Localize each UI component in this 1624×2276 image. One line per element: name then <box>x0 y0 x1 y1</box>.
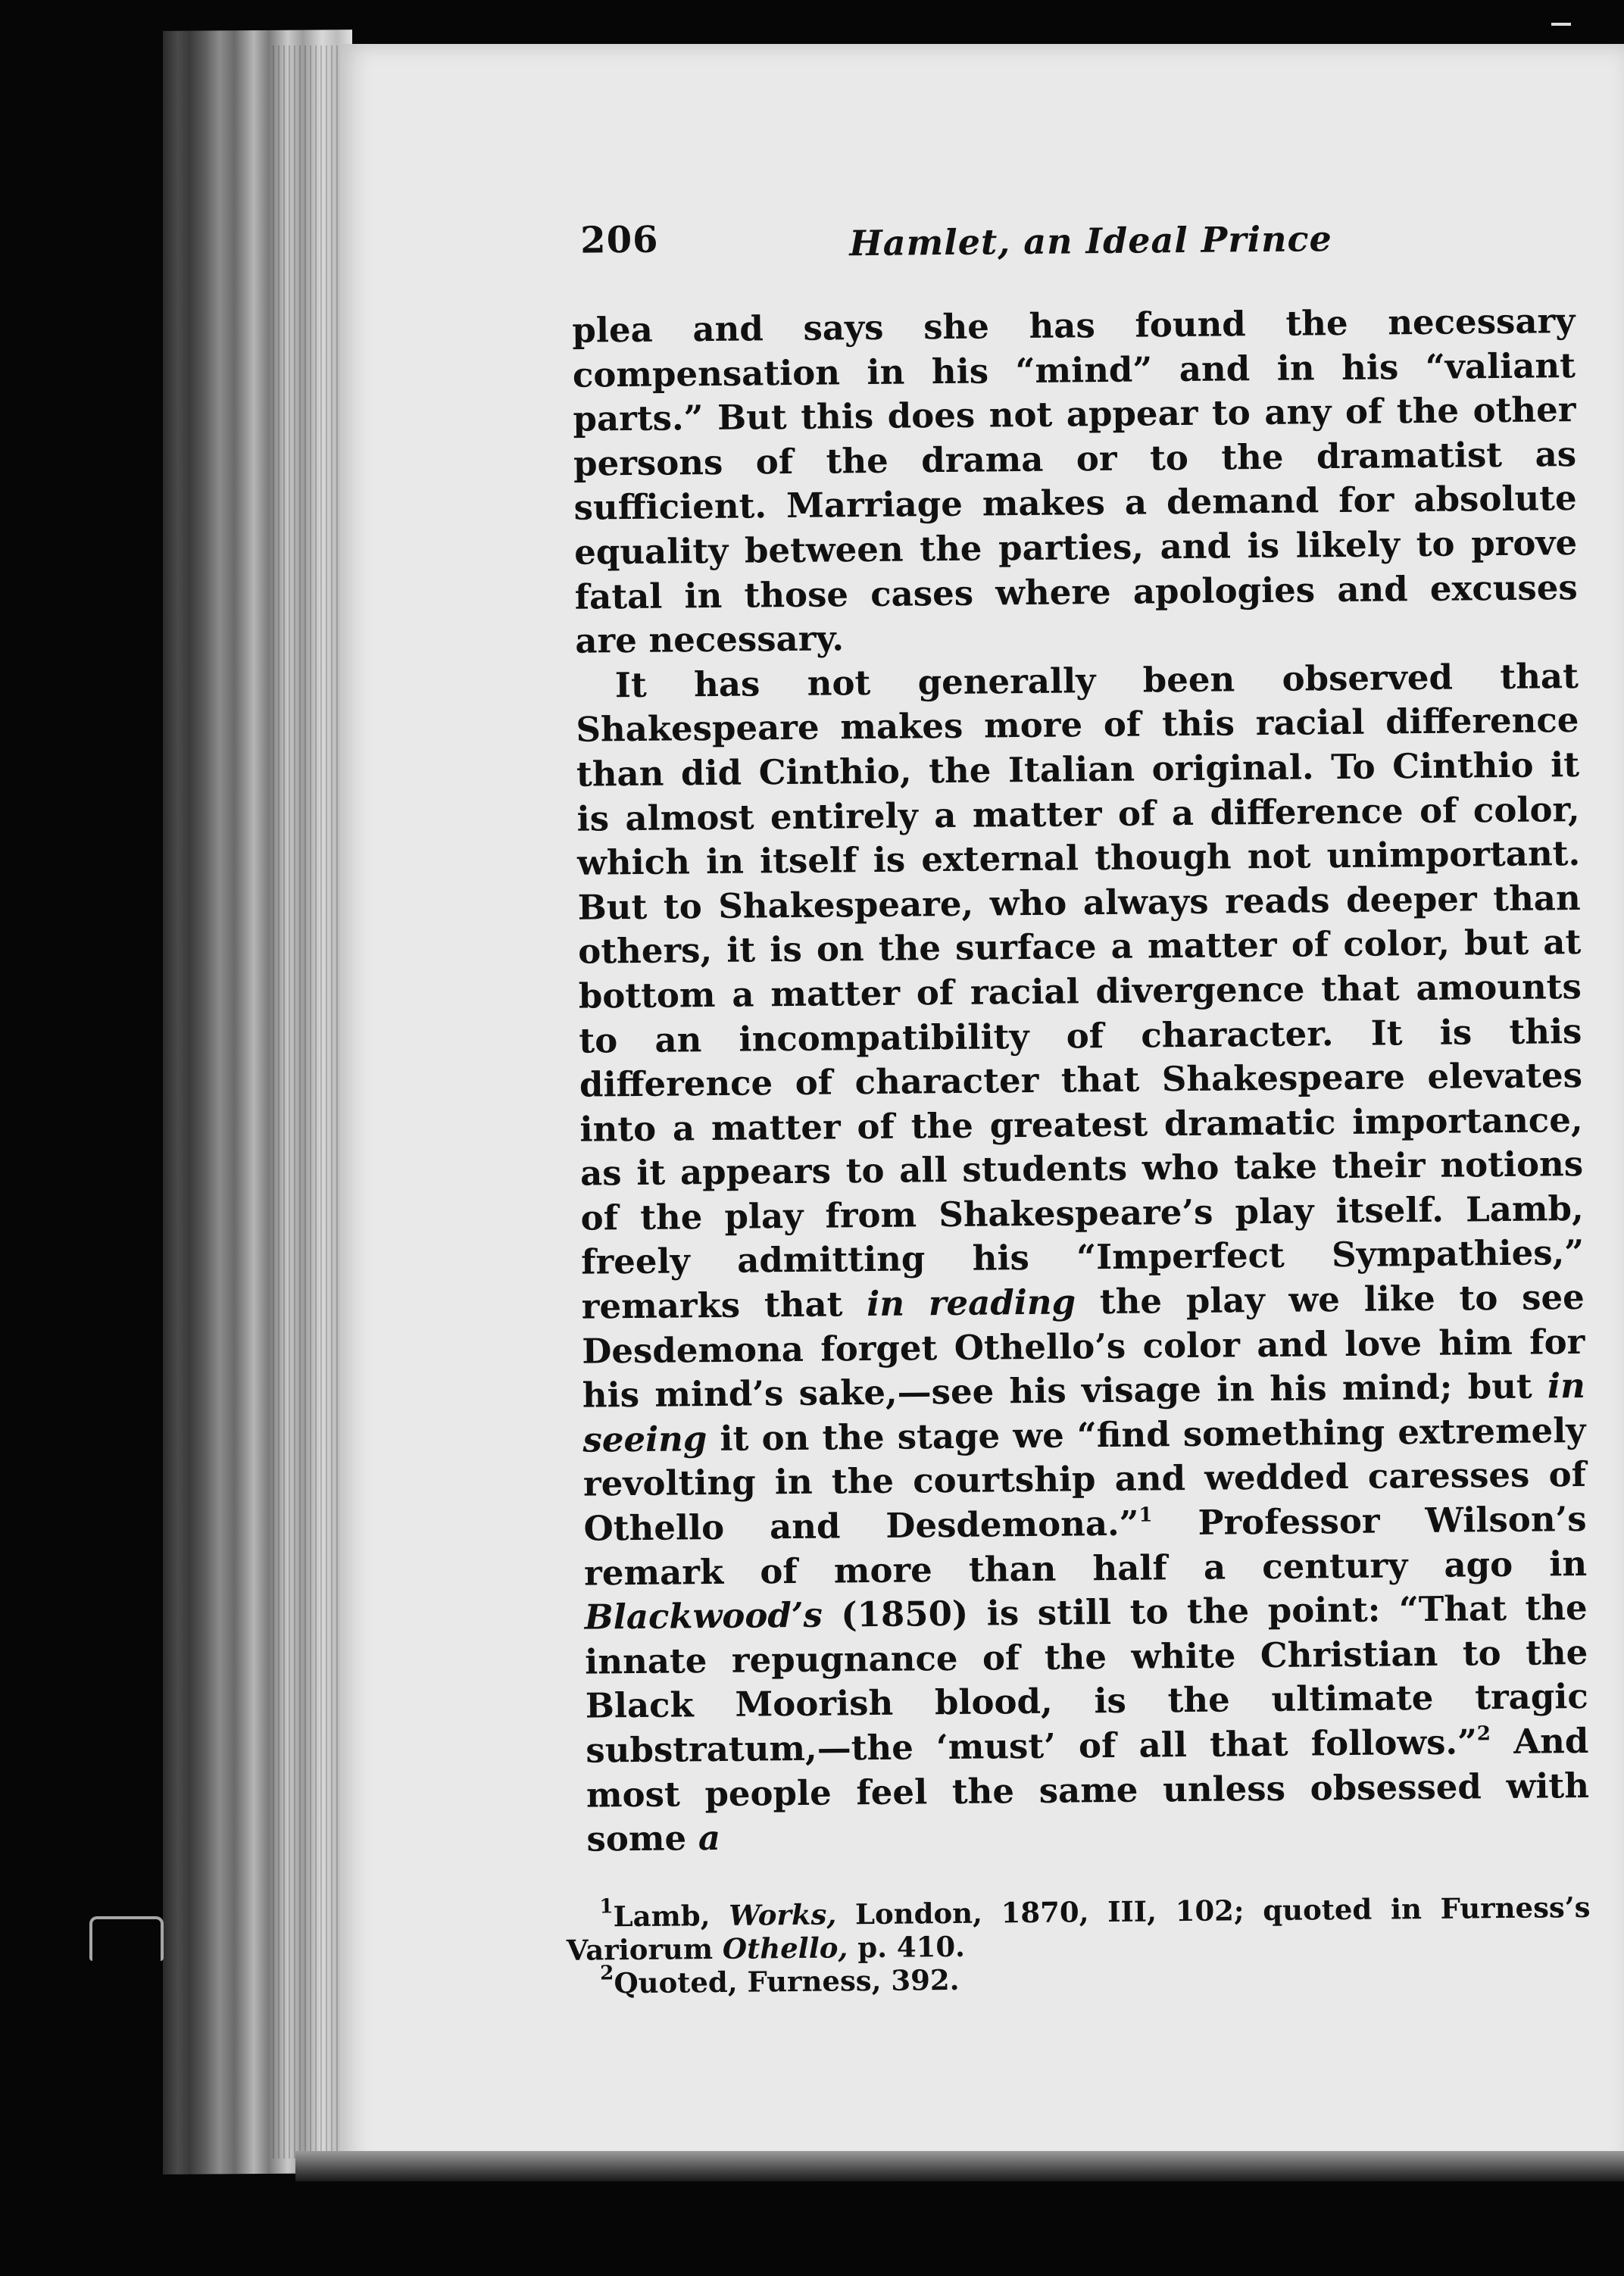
text-run: And most people feel the same unless obsessed with some <box>586 1720 1590 1859</box>
text-run: the play we like to see Desdemona forget Othello’s color and love him for his mind’s sake,—see his visage in his mind; but <box>582 1277 1585 1416</box>
text-run: it on the stage we “find something extremely revolting in the courtship and wedded caresses of Othello and Desdemona.” <box>582 1410 1587 1549</box>
paragraph-1: plea and says she has found the necessary compensation in his “mind” and in his “valiant parts.” But this does not appear to any of the other persons of the drama or to the dramatist as sufficient. Marriage makes a demand for absolute equality between the parties, and is likely to prove fatal in those cases where apologies and excuses are necessary. <box>572 301 1578 661</box>
text-run: Professor Wilson’s remark of more than half a century ago in <box>583 1498 1588 1594</box>
clip-mark <box>89 1916 164 1961</box>
footnotes <box>566 1890 1591 2000</box>
footnote-ref-1: 1 <box>1138 1503 1153 1527</box>
emphasis-works: Works, <box>729 1897 837 1932</box>
emphasis-in-seeing: in seeing <box>582 1366 1586 1460</box>
text-block <box>550 210 1591 2000</box>
footnote-ref-2: 2 <box>1476 1722 1491 1746</box>
footnote-1-mark: 1 <box>599 1895 614 1919</box>
footnote-2-mark: 2 <box>600 1962 614 1985</box>
page-number: 206 <box>579 218 659 262</box>
emphasis-a: a <box>698 1818 721 1859</box>
body-text <box>572 299 1590 1862</box>
running-head <box>550 210 1575 288</box>
text-run: Lamb, <box>613 1898 710 1934</box>
page-bottom-shadow <box>295 2151 1624 2181</box>
emphasis-othello: Othello, <box>722 1931 848 1965</box>
paragraph-2 <box>576 654 1590 1862</box>
emphasis-blackwoods: Blackwood’s <box>584 1594 823 1638</box>
page-edge-lines <box>273 45 348 2159</box>
footnote-1 <box>566 1890 1591 1967</box>
running-title: Hamlet, an Ideal Prince <box>849 218 1333 264</box>
text-run: London, 1870, III, 102; quoted in Furness’s Variorum <box>566 1890 1591 1967</box>
emphasis-in-reading: in reading <box>866 1282 1076 1325</box>
text-run: (1850) is still to the point: “That the innate repugnance of the white Christian to the Black Moorish blood, is the ultimate tragic substratum,—the ‘must’ of all that follows.” <box>585 1588 1589 1771</box>
text-run: p. 410. <box>857 1929 966 1964</box>
text-run: Quoted, Furness, 392. <box>614 1962 960 2000</box>
text-run: It has not generally been observed that Shakespeare makes more of this racial difference than did Cinthio, the Italian original. To Cinthio it is almost entirely a matter of a difference of color, which in itself is external though not unimportant. But to Shakespeare, who always reads deeper than others, it is on the surface a matter of color, but at bottom a matter of racial divergence that amounts to an incompatibility of character. It is this difference of character that Shakespeare elevates into a matter of the greatest dramatic importance, as it appears to all students who take their notions of the play from Shakespeare’s play itself. Lamb, freely admitting his “Imperfect Sympathies,” remarks that <box>576 655 1585 1327</box>
corner-mark <box>1551 23 1571 36</box>
